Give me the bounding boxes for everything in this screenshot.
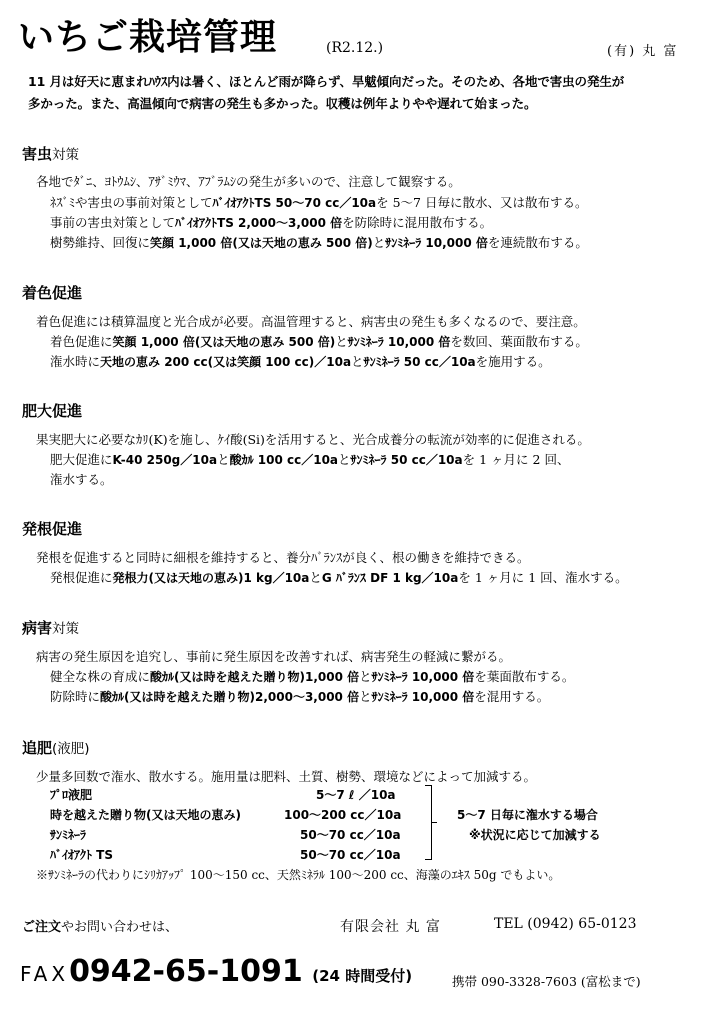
fertilizer-name: ﾊﾞｲｵｱｸﾄ TS (50, 848, 114, 862)
company-name-header: (有) 丸 富 (607, 44, 679, 59)
disease-line-1: 病害の発生原因を追究し、事前に発生原因を改善すれば、病害発生の軽減に繋がる。 (36, 649, 512, 664)
fertilizer-amount: 5～7 ℓ ／10a (316, 788, 396, 802)
section-heading-enlargement: 肥大促進 (22, 402, 83, 420)
fertilizer-name: ﾌﾟﾛ液肥 (50, 788, 93, 802)
topdress-line-1: 少量多回数で潅水、散水する。施用量は肥料、土質、樹勢、環境などによって加減する。 (36, 769, 537, 784)
section-heading-rooting: 発根促進 (22, 520, 83, 538)
section-heading-pest: 害虫対策 (22, 145, 80, 163)
fertilizer-amount: 50～70 cc／10a (300, 848, 401, 862)
fertilizer-name: 時を越えた贈り物(又は天地の恵み) (50, 808, 241, 822)
enlargement-line-1: 果実肥大に必要なｶﾘ(K)を施し、ｹｲ酸(Si)を活用すると、光合成養分の転流が効率的に促進される。 (36, 432, 590, 447)
issue-date: (R2.12.) (326, 40, 384, 56)
rooting-line-1: 発根を促進すると同時に細根を維持すると、養分ﾊﾞﾗﾝｽが良く、根の働きを維持できる。 (36, 550, 530, 565)
coloring-line-3: 潅水時に天地の恵み 200 cc(又は笑顔 100 cc)／10aとｻﾝﾐﾈｰﾗ 50 cc／10aを施用する。 (50, 354, 551, 369)
page-title: いちご栽培管理 (18, 17, 278, 58)
application-note: 5～7 日毎に潅水する場合 (457, 808, 598, 822)
section-heading-topdress: 追肥(液肥) (22, 739, 90, 757)
fertilizer-amount: 100～200 cc／10a (284, 808, 402, 822)
pest-line-2: ﾈｽﾞﾐや害虫の事前対策としてﾊﾞｲｵｱｸﾄTS 50～70 cc／10aを 5～7 日毎に散水、又は散布する。 (50, 195, 588, 210)
fertilizer-amount: 50～70 cc／10a (300, 828, 401, 842)
coloring-line-1: 着色促進には積算温度と光合成が必要。高温管理すると、病害虫の発生も多くなるので、要注意。 (36, 314, 586, 329)
mobile-number: 携帯 090-3328-7603 (富松まで) (452, 974, 641, 989)
company-name-footer: 有限会社 丸 富 (340, 919, 441, 935)
rooting-line-2: 発根促進に発根力(又は天地の恵み)1 kg／10aとG ﾊﾞﾗﾝｽ DF 1 kg／10aを 1 ヶ月に 1 回、潅水する。 (50, 570, 628, 585)
pest-line-3: 事前の害虫対策としてﾊﾞｲｵｱｸﾄTS 2,000～3,000 倍を防除時に混用散布する。 (50, 215, 493, 230)
coloring-line-2: 着色促進に笑顔 1,000 倍(又は天地の恵み 500 倍)とｻﾝﾐﾈｰﾗ 10,000 倍を数回、葉面散布する。 (50, 334, 588, 349)
order-inquiry-text: ご注文やお問い合わせは、 (22, 920, 179, 935)
disease-line-2: 健全な株の育成に酸ｶﾙ(又は時を越えた贈り物)1,000 倍とｻﾝﾐﾈｰﾗ 10,000 倍を葉面散布する。 (50, 669, 575, 684)
intro-line-2: 多かった。また、高温傾向で病害の発生も多かった。収穫は例年よりやや遅れて始まった。 (28, 96, 537, 111)
enlargement-line-3: 潅水する。 (50, 472, 113, 487)
section-heading-coloring: 着色促進 (22, 284, 83, 302)
telephone-number: TEL (0942) 65-0123 (494, 916, 637, 932)
table-bracket (425, 785, 432, 860)
intro-line-1: 11 月は好天に恵まれﾊｳｽ内は暑く、ほとんど雨が降らず、旱魃傾向だった。そのため、各地で害虫の発生が (28, 74, 625, 89)
adjustment-note: ※状況に応じて加減する (469, 828, 601, 842)
pest-line-4: 樹勢維持、回復に笑顔 1,000 倍(又は天地の恵み 500 倍)とｻﾝﾐﾈｰﾗ 10,000 倍を連続散布する。 (50, 235, 588, 250)
section-heading-disease: 病害対策 (22, 619, 80, 637)
fertilizer-name: ｻﾝﾐﾈｰﾗ (50, 828, 87, 842)
topdress-footnote: ※ｻﾝﾐﾈｰﾗの代わりにｼﾘｶｱｯﾌﾟ 100～150 cc、天然ﾐﾈﾗﾙ 100～200 cc、海藻のｴｷｽ 50g でもよい。 (36, 868, 561, 882)
enlargement-line-2: 肥大促進にK-40 250g／10aと酸ｶﾙ 100 cc／10aとｻﾝﾐﾈｰﾗ 50 cc／10aを 1 ヶ月に 2 回、 (50, 452, 570, 467)
disease-line-3: 防除時に酸ｶﾙ(又は時を越えた贈り物)2,000～3,000 倍とｻﾝﾐﾈｰﾗ 10,000 倍を混用する。 (50, 689, 550, 704)
pest-line-1: 各地でﾀﾞﾆ、ﾖﾄｳﾑｼ、ｱｻﾞﾐｳﾏ、ｱﾌﾞﾗﾑｼの発生が多いので、注意して観察する。 (36, 174, 461, 189)
fax-number: FAX0942-65-1091 (24 時間受付) (20, 954, 413, 989)
